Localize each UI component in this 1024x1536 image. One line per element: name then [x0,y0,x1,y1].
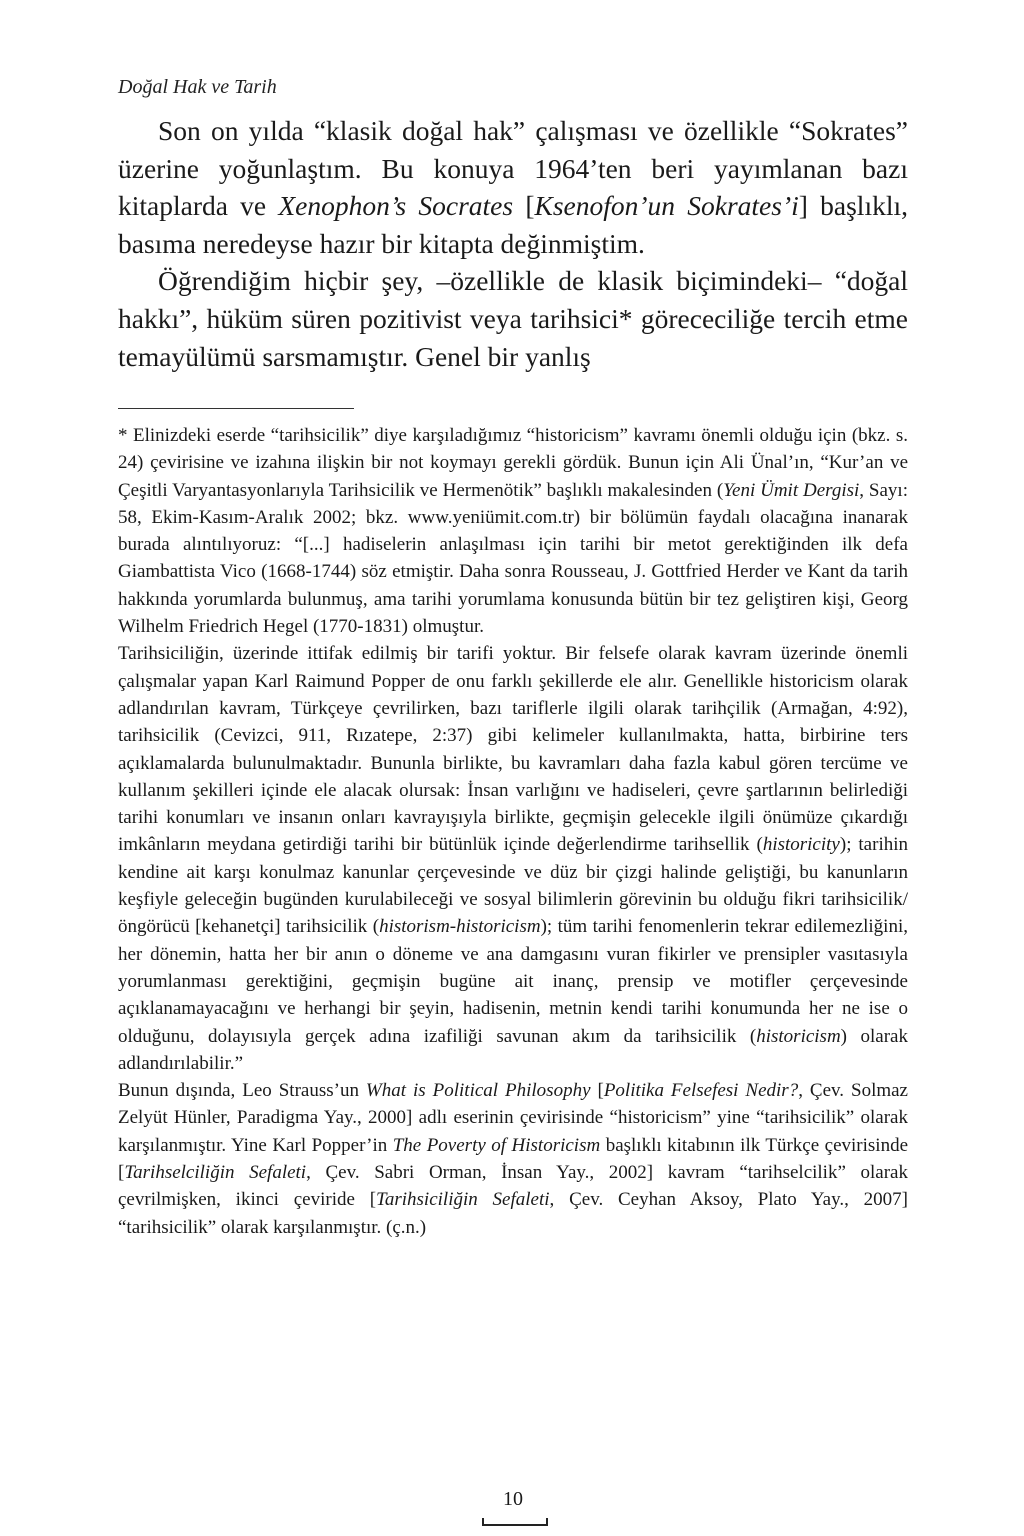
running-head: Doğal Hak ve Tarih [118,76,277,98]
text-run: Bunun dışında, Leo Strauss’un [118,1080,366,1102]
italic-title: Yeni Ümit Dergisi [723,479,860,501]
footnote [118,422,908,1241]
footnote-paragraph-2 [118,640,908,1077]
text-run: , Çev. Ceyhan Aksoy, Plato Yay., 2007] “tarihsicilik” olarak karşılanmıştır. (ç.n.) [118,1189,908,1238]
text-run: ); tarihin kendine ait karşı konulmaz kanunlar çerçevesinde ve düz bir çizgi halinde geliştiği, bu kanunların keşfiyle geleceğin bugünden kurulabileceği ve sosyal bilimlerin görevinin bu olduğu fikri tarihsicilik/öngörücü [kehanetçi] tarihsicilik ( [118,834,909,938]
italic-term: historism-historicism [379,916,541,938]
italic-title: Xenophon’s Socrates [278,190,514,222]
footnote-paragraph-1 [118,422,908,640]
main-text [118,112,908,375]
text-run: , Sayı: 58, Ekim-Kasım-Aralık 2002; bkz. www.yeniümit.com.tr) bir bölümün faydalı olacağına inanarak burada alıntılıyoruz: “[...] hadiselerin anlaşılması için tarihi bir metot gerektiğinden ilk defa Giambattista Vico (1668-1744) söz etmiştir. Daha sonra Rousseau, J. Gottfried Herder ve Kant da tarih hakkında yorumlarda bulunmuş, ama tarihi yorumlama konusunda bütün bir tez geliştiren kişi, Georg Wilhelm Friedrich Hegel (1770-1831) olmuştur. [118,479,908,638]
italic-title: The Poverty of Historicism [392,1134,601,1156]
text-run: ] başlıklı, basıma neredeyse hazır bir kitapta değinmiştim. [118,190,908,259]
italic-title: Politika Felsefesi Nedir? [603,1080,799,1102]
page-number-bracket [482,1518,548,1526]
book-page [118,0,908,1536]
text-run: , Çev. Solmaz Zelyüt Hünler, Paradigma Yay., 2000] adlı eserinin çevirisinde “historicism” yine “tarihsicilik” olarak karşılanmıştır. Yine Karl Popper’in [118,1080,908,1156]
italic-title: Ksenofon’un Sokrates’i [534,190,799,222]
body-paragraph-2: Öğrendiğim hiçbir şey, –özellikle de klasik biçimindeki– “doğal hakkı”, hüküm süren pozitivist veya tarihsici* görececiliğe tercih etme temayülümü sarsmamıştır. Genel bir yanlış [118,265,908,372]
italic-title: Tarihsiciliğin Sefaleti [376,1189,550,1211]
footnote-paragraph-3 [118,1077,908,1241]
text-run: [ [590,1080,604,1102]
italic-term: historicism [756,1025,841,1047]
body-paragraph-1 [118,112,908,262]
italic-term: historicity [762,834,840,856]
italic-title: Tarihselciliğin Sefaleti [124,1162,307,1184]
text-run: başlıklı kitabının ilk Türkçe çevirisinde [ [118,1134,909,1184]
text-run: ) olarak adlandırılabilir.” [118,1025,908,1074]
footnote-separator [118,408,354,409]
text-run: ); tüm tarihi fenomenlerin tekrar edilemezliğini, her dönemin, hatta her bir anın o döneme ve ana damgasını vuran fikirler ve prensipler vasıtasıyla yorumlanması gerektiğini, geçmişin bugüne ait inanç, prensip ve motifler çerçevesinde açıklanamayacağını ve herhangi bir şeyin, hadisenin, metnin kendi tarihi konumunda her ne ise o olduğunu, dolayısıyla gerçek adına izafiliği savunan akım da tarihsicilik ( [118,916,908,1047]
text-run: * Elinizdeki eserde “tarihsicilik” diye karşıladığımız “historicism” kavramı önemli olduğu için (bkz. s. 24) çevirisine ve izahına ilişkin bir not koymayı gerekli gördük. Bunun için Ali Ünal’ın, “Kur’an ve Çeşitli Varyantasyonlarıyla Tarihsicilik ve Hermenötik” başlıklı makalesinden ( [118,425,908,501]
text-run: , Çev. Sabri Orman, İnsan Yay., 2002] kavram “tarihselcilik” olarak çevrilmişken, ikinci çeviride [ [118,1162,908,1211]
text-run: Son on yılda “klasik doğal hak” çalışması ve özellikle “Sokrates” üzerine yoğunlaştım. Bu konuya 1964’ten beri yayımlanan bazı kitaplarda ve [118,115,908,222]
italic-title: What is Political Philosophy [365,1080,591,1102]
text-run: Tarihsiciliğin, üzerinde ittifak edilmiş bir tarifi yoktur. Bir felsefe olarak kavram üzerinde önemli çalışmalar yapan Karl Raimund Popper de onu farklı şekillerde ele alır. Genellikle historicism olarak adlandırılan kavram, Türkçeye çevrilirken, bazı tariflerle ilgili olarak tarihçilik (Armağan, 4:92), tarihsicilik (Cevizci, 911, Rızatepe, 2:37) gibi kelimeler kullanılmakta, hatta, birbirine ters açıklamalarda bulunulmaktadır. Bununla birlikte, bu kavramları daha fazla kabul gören tercüme ve kullanım şekilleri içinde ele alacak olursak: İnsan varlığını ve hadiseleri, çevre şartlarının belirlediği tarihi konumları ve insanın onları kavrayışıyla birlikte, geçmişin gelecekle ilgili önümüze çıkardığı imkânların meydana getirdiği tarihi bir bütünlük içinde değerlendirme tarihsellik ( [118,643,908,856]
text-run: [ [513,190,535,222]
page-number: 10 [503,1488,523,1510]
